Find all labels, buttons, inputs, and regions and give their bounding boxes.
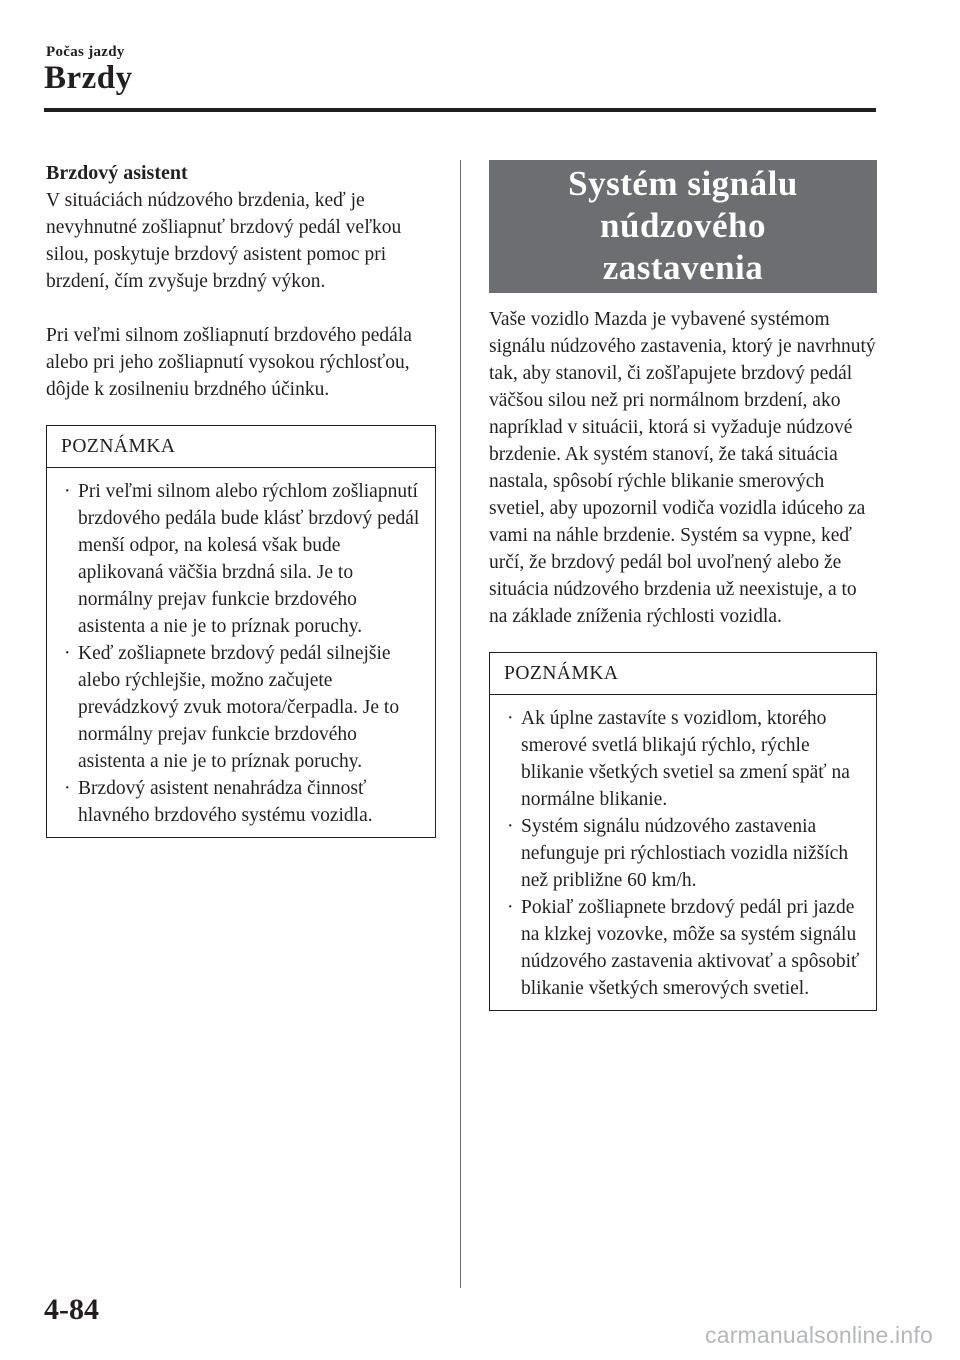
note-item-text: Pokiaľ zošliapnete brzdový pedál pri jazde na klzkej vozovke, môže sa systém signálu núdzového zastavenia aktivovať a spôsobiť blikanie všetkých smerových svetiel. <box>521 897 860 999</box>
note-box-left <box>46 425 436 838</box>
watermark: carmanualsonline.info <box>705 1322 933 1348</box>
subheading-brake-assist: Brzdový asistent <box>46 162 188 184</box>
note-item-text: Brzdový asistent nenahrádza činnosť hlavného brzdového systému vozidla. <box>78 778 373 826</box>
note-box-right <box>489 652 877 1011</box>
note-list <box>47 468 435 837</box>
right-column <box>489 160 877 1011</box>
banner-title-line-1: Systém signálu núdzového <box>568 164 798 245</box>
paragraph-1: V situáciách núdzového brzdenia, keď je nevyhnutné zošliapnuť brzdový pedál veľkou silou, poskytuje brzdový asistent pomoc pri brzdení, čím zvyšuje brzdný výkon. <box>46 190 402 292</box>
column-divider <box>460 160 461 1288</box>
chapter-title: Brzdy <box>44 60 133 96</box>
bullet-icon: · <box>64 778 71 799</box>
header-rule <box>44 108 876 112</box>
bullet-icon: · <box>64 481 71 502</box>
bullet-icon: · <box>507 897 514 918</box>
note-item <box>55 775 427 829</box>
note-item <box>498 894 868 1002</box>
bullet-icon: · <box>507 816 514 837</box>
bullet-icon: · <box>507 708 514 729</box>
note-item <box>498 813 868 894</box>
note-title: POZNÁMKA <box>47 426 435 468</box>
paragraph-ess: Vaše vozidlo Mazda je vybavené systémom signálu núdzového zastavenia, ktorý je navrhnutý tak, aby stanovil, či zošľapujete brzdový pedál väčšou silou než pri normálnom brzdení, ako napríklad v situácii, ktorá si vyžaduje núdzové brzdenie. Ak systém stanoví, že taká situácia nastala, spôsobí rýchle blikanie smerových svetiel, aby upozornil vodiča vozidla idúceho za vami na náhle brzdenie. Systém sa vypne, keď určí, že brzdový pedál bol uvoľnený alebo že situácia núdzového brzdenia už neexistuje, a to na základe zníženia rýchlosti vozidla. <box>489 309 876 627</box>
note-item-text: Pri veľmi silnom alebo rýchlom zošliapnutí brzdového pedála bude klásť brzdový pedál menší odpor, na kolesá však bude aplikovaná väčšia brzdná sila. Je to normálny prejav funkcie brzdového asistenta a nie je to príznak poruchy. <box>78 481 420 637</box>
banner-title-line-2: zastavenia <box>602 248 764 287</box>
note-list <box>490 695 876 1010</box>
section-banner <box>489 160 877 293</box>
bullet-icon: · <box>64 643 71 664</box>
note-item-text: Keď zošliapnete brzdový pedál silnejšie alebo rýchlejšie, možno začujete prevádzkový zvuk motora/čerpadla. Je to normálny prejav funkcie brzdového asistenta a nie je to príznak poruchy. <box>78 643 400 772</box>
note-item-text: Ak úplne zastavíte s vozidlom, ktorého smerové svetlá blikajú rýchlo, rýchle blikanie všetkých svetiel sa zmení späť na normálne blikanie. <box>521 708 850 810</box>
note-item <box>55 478 427 640</box>
note-item <box>498 705 868 813</box>
paragraph-2: Pri veľmi silnom zošliapnutí brzdového pedála alebo pri jeho zošliapnutí vysokou rýchlosťou, dôjde k zosilneniu brzdného účinku. <box>46 325 412 400</box>
page-number: 4-84 <box>44 1293 99 1326</box>
note-title: POZNÁMKA <box>490 653 876 695</box>
section-label: Počas jazdy <box>46 44 125 60</box>
note-item <box>55 640 427 775</box>
left-column <box>46 160 436 838</box>
note-item-text: Systém signálu núdzového zastavenia nefunguje pri rýchlostiach vozidla nižších než približne 60 km/h. <box>521 816 849 891</box>
